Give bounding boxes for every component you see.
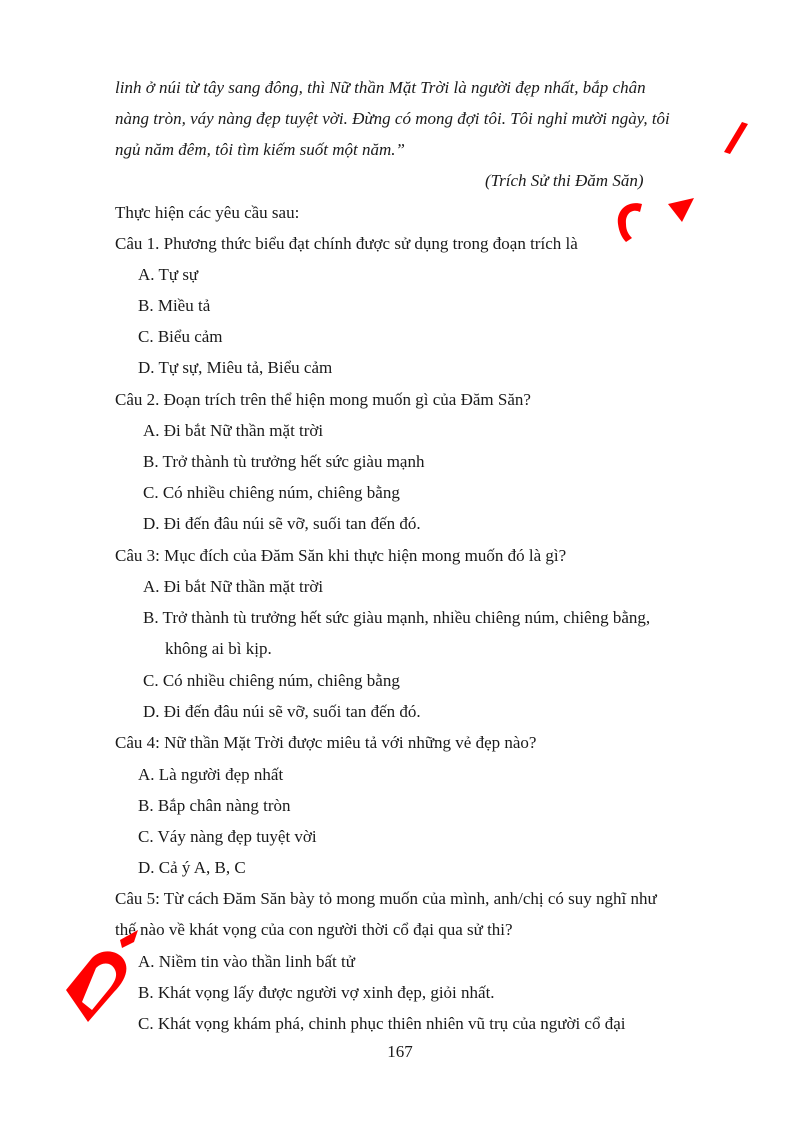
- question-5-option-c: C. Khát vọng khám phá, chinh phục thiên nhiên vũ trụ của người cổ đại: [138, 1014, 626, 1033]
- watermark-tick-shape: [120, 930, 138, 948]
- watermark-fragment-middle-right: [608, 196, 698, 246]
- question-1-option-d: D. Tự sự, Miêu tả, Biểu cảm: [138, 358, 333, 377]
- question-3-option-d: D. Đi đến đâu núi sẽ vỡ, suối tan đến đó.: [143, 702, 421, 721]
- question-4-option-b: B. Bắp chân nàng tròn: [138, 796, 291, 815]
- watermark-stroke-top-right: [720, 118, 750, 158]
- instructions-heading: Thực hiện các yêu cầu sau:: [115, 203, 300, 222]
- question-3-prompt: Câu 3: Mục đích của Đăm Săn khi thực hiện mong muốn đó là gì?: [115, 546, 567, 565]
- question-2-option-d: D. Đi đến đâu núi sẽ vỡ, suối tan đến đó.: [143, 514, 421, 533]
- passage-source: (Trích Sử thi Đăm Săn): [485, 171, 644, 190]
- watermark-d-shape: [66, 951, 126, 1022]
- question-5-prompt-line-1: Câu 5: Từ cách Đăm Săn bày tỏ mong muốn của mình, anh/chị có suy nghĩ như: [115, 889, 657, 908]
- question-1-option-b: B. Miều tả: [138, 296, 211, 315]
- watermark-fragment-bottom-left: [62, 928, 142, 1028]
- question-5-option-b: B. Khát vọng lấy được người vợ xinh đẹp, giỏi nhất.: [138, 983, 495, 1002]
- question-3-option-b: B. Trở thành tù trưởng hết sức giàu mạnh, nhiều chiêng núm, chiêng bằng,: [143, 608, 651, 627]
- question-3-option-c: C. Có nhiều chiêng núm, chiêng bằng: [143, 671, 400, 690]
- question-4-option-d: D. Cả ý A, B, C: [138, 858, 246, 877]
- question-1-option-c: C. Biểu cảm: [138, 327, 223, 346]
- question-4-prompt: Câu 4: Nữ thần Mặt Trời được miêu tả với những vẻ đẹp nào?: [115, 733, 537, 752]
- question-2-option-a: A. Đi bắt Nữ thần mặt trời: [143, 421, 324, 440]
- watermark-stroke-top-right-shape: [724, 122, 748, 154]
- question-1-option-a: A. Tự sự: [138, 265, 199, 284]
- passage-line-3: ngủ năm đêm, tôi tìm kiếm suốt một năm.”: [115, 140, 405, 159]
- watermark-triangle-shape: [668, 198, 694, 222]
- question-5-option-a: A. Niềm tin vào thần linh bất tử: [138, 952, 355, 971]
- question-1-prompt: Câu 1. Phương thức biểu đạt chính được sử dụng trong đoạn trích là: [115, 234, 578, 253]
- passage-line-1: linh ở núi từ tây sang đông, thì Nữ thần Mặt Trời là người đẹp nhất, bắp chân: [115, 78, 646, 97]
- question-2-option-b: B. Trở thành tù trưởng hết sức giàu mạnh: [143, 452, 425, 471]
- question-5-prompt-line-2: thế nào về khát vọng của con người thời cổ đại qua sử thi?: [115, 920, 513, 939]
- question-2-option-c: C. Có nhiều chiêng núm, chiêng bằng: [143, 483, 400, 502]
- watermark-c-shape: [618, 203, 642, 242]
- question-3-option-b-continued: không ai bì kịp.: [165, 639, 272, 658]
- question-3-option-a: A. Đi bắt Nữ thần mặt trời: [143, 577, 324, 596]
- question-4-option-a: A. Là người đẹp nhất: [138, 765, 284, 784]
- question-4-option-c: C. Váy nàng đẹp tuyệt vời: [138, 827, 317, 846]
- question-2-prompt: Câu 2. Đoạn trích trên thể hiện mong muốn gì của Đăm Săn?: [115, 390, 531, 409]
- passage-line-2: nàng tròn, váy nàng đẹp tuyệt vời. Đừng có mong đợi tôi. Tôi nghỉ mười ngày, tôi: [115, 109, 670, 128]
- page-number: 167: [387, 1042, 413, 1061]
